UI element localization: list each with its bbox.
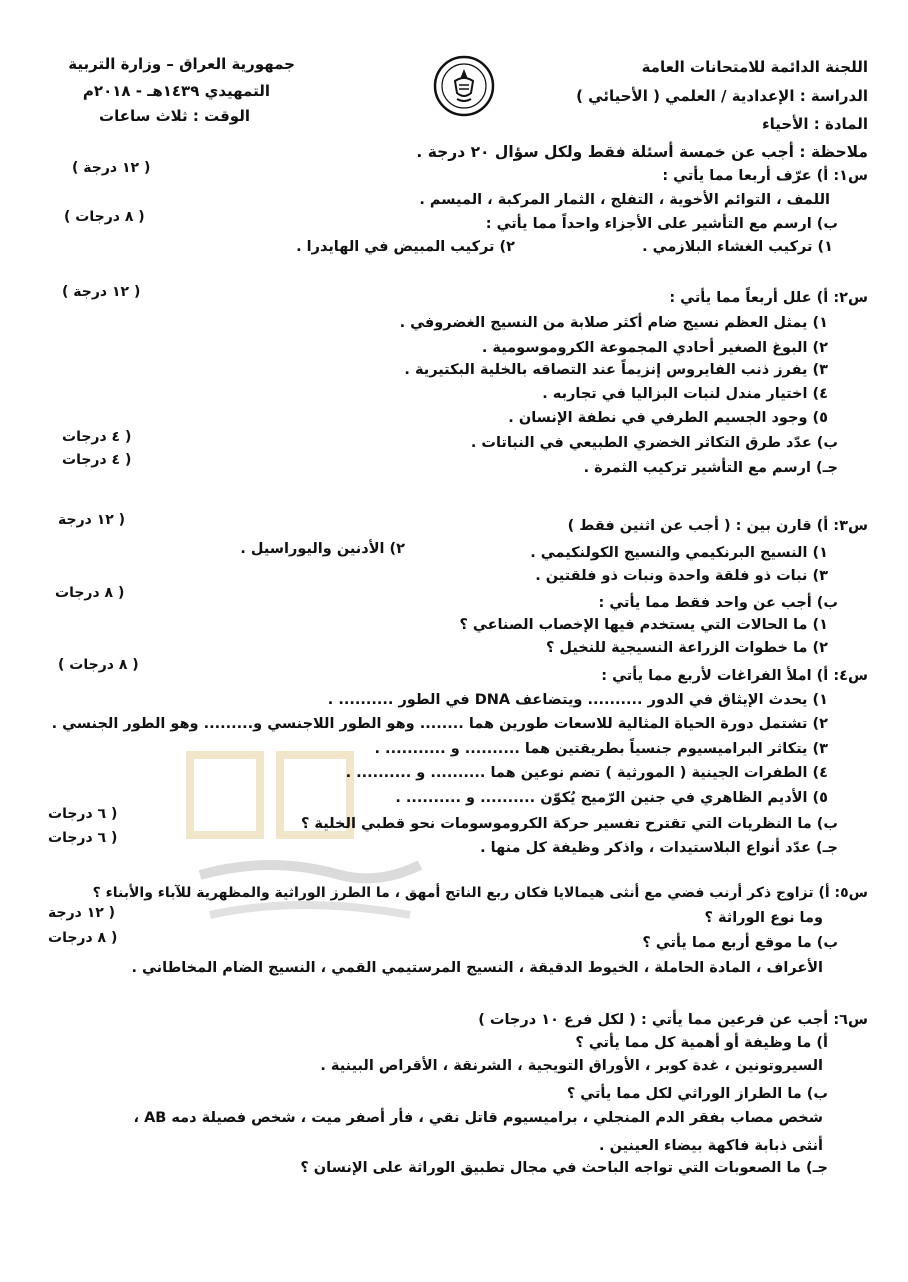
q3-b2: ٢) ما خطوات الزراعة النسيجية للنخيل ؟ (545, 640, 828, 656)
q1-b-degree: ( ٨ درجات ) (64, 209, 145, 225)
q5-b-degree: ( ٨ درجات (48, 930, 118, 946)
study-branch: الدراسة : الإعدادية / العلمي ( الأحيائي ) (576, 87, 868, 105)
q6-b-line2: أنثى ذبابة فاكهة بيضاء العينين . (599, 1138, 823, 1154)
q5-b: ب) ما موقع أربع مما يأتي ؟ (642, 935, 838, 951)
q6-b: ب) ما الطراز الوراثي لكل مما يأتي ؟ (566, 1086, 828, 1102)
q6-c: جـ) ما الصعوبات التي تواجه الباحث في مجال تطبيق الوراثة على الإنسان ؟ (300, 1160, 828, 1176)
q1-a-degree: ( ١٢ درجة ) (72, 160, 151, 176)
q6-a-items: السيروتونين ، غدة كوبر ، الأوراق التويجية ، الشرنقة ، الأقراص البينية . (320, 1058, 823, 1074)
q3-b: ب) أجب عن واحد فقط مما يأتي : (598, 595, 838, 611)
q4-b: ب) ما النظريات التي تقترح تفسير حركة الكروموسومات نحو قطبي الخلية ؟ (300, 816, 838, 832)
q2-a-degree: ( ١٢ درجة ) (62, 284, 141, 300)
q4-c-degree: ( ٦ درجات (48, 830, 118, 846)
committee-title: اللجنة الدائمة للامتحانات العامة (641, 58, 868, 76)
q4-item-5: ٥) الأديم الظاهري في جنين الرّميح يُكوّن .......... و .......... . (395, 790, 828, 806)
q4-c: جـ) عدّد أنواع البلاستيدات ، واذكر وظيفة كل منها . (480, 840, 838, 856)
q4-item-2: ٢) تشتمل دورة الحياة المثالية للاسعات طورين هما ........ وهو الطور اللاجنسي و......... وهو الطور الجنسي . (51, 716, 828, 732)
q6-head: س٦: أجب عن فرعين مما يأتي : ( لكل فرع ١٠ درجات ) (478, 1012, 868, 1028)
q1-b: ب) ارسم مع التأشير على الأجزاء واحداً مما يأتي : (485, 216, 838, 232)
ministry-title: جمهورية العراق – وزارة التربية (68, 55, 295, 73)
exam-duration: الوقت : ثلاث ساعات (99, 107, 250, 125)
q4-item-3: ٣) يتكاثر البراميسيوم جنسياً بطريقتين هما .......... و ........... . (374, 741, 828, 757)
q4-b-degree: ( ٦ درجات (48, 806, 118, 822)
q2-c-degree: ( ٤ درجات (62, 452, 132, 468)
iraq-emblem-seal (433, 55, 495, 117)
exam-note: ملاحظة : أجب عن خمسة أسئلة فقط ولكل سؤال ٢٠ درجة . (416, 143, 868, 161)
q2-b-degree: ( ٤ درجات (62, 429, 132, 445)
q5-b-items: الأعراف ، المادة الحاملة ، الخيوط الدقيقة ، النسيج المرستيمي القمي ، النسيج الضام المخاطاني . (131, 960, 823, 976)
subject: المادة : الأحياء (761, 115, 868, 133)
q6-a: أ) ما وظيفة أو أهمية كل مما يأتي ؟ (575, 1035, 828, 1051)
q4-item-4: ٤) الطفرات الجينية ( المورثية ) تضم نوعين هما .......... و .......... . (345, 765, 828, 781)
q5-a: س٥: أ) تزاوج ذكر أرنب فضي مع أنثى هيمالايا فكان ربع الناتج أمهق ، ما الطرز الوراثية والمظهرية للآباء والأبناء ؟ (92, 885, 868, 901)
q1-b1: ١) تركيب الغشاء البلازمي . (642, 239, 833, 255)
q2-item-5: ٥) وجود الجسيم الطرفي في نطفة الإنسان . (508, 410, 828, 426)
q4-item-1: ١) يحدث الإيثاق في الدور .......... ويتضاعف DNA في الطور .......... . (327, 692, 828, 708)
q2-c: جـ) ارسم مع التأشير تركيب الثمرة . (583, 460, 838, 476)
q2-item-1: ١) يمثل العظم نسيج ضام أكثر صلابة من النسيج الغضروفي . (399, 315, 828, 331)
q3-b-degree: ( ٨ درجات (55, 585, 125, 601)
q1-a-items: اللمف ، التوائم الأخوية ، التفلج ، الثمار المركبة ، الميسم . (419, 192, 830, 208)
q3-a: س٣: أ) قارن بين : ( أجب عن اثنين فقط ) (567, 518, 868, 534)
q3-a-degree: ( ١٢ درجة (58, 512, 126, 528)
q5-a2: وما نوع الوراثة ؟ (704, 910, 823, 926)
q2-a: س٢: أ) علل أربعاً مما يأتي : (669, 290, 868, 306)
q2-item-2: ٢) البوغ الصغير أحادي المجموعة الكروموسومية . (481, 340, 828, 356)
q6-b-line1: شخص مصاب بفقر الدم المنجلي ، براميسيوم قاتل نقي ، فأر أصفر ميت ، شخص فصيلة دمه AB ، (133, 1110, 823, 1126)
exam-date: التمهيدي ١٤٣٩هـ - ٢٠١٨م (82, 82, 270, 100)
q2-item-4: ٤) اختيار مندل لنبات البزاليا في تجاربه . (542, 386, 828, 402)
q1-b2: ٢) تركيب المبيض في الهايدرا . (296, 239, 515, 255)
q2-b: ب) عدّد طرق التكاثر الخضري الطبيعي في النباتات . (470, 435, 838, 451)
q3-a1: ١) النسيج البرنكيمي والنسيج الكولنكيمي . (530, 545, 828, 561)
q3-a3: ٣) نبات ذو فلقة واحدة ونبات ذو فلقتين . (535, 568, 828, 584)
q3-a2: ٢) الأدنين واليوراسيل . (240, 541, 405, 557)
q5-a-degree: ( ١٢ درجة (48, 905, 116, 921)
q4-a: س٤: أ) املأ الفراغات لأربع مما يأتي : (601, 668, 868, 684)
q2-item-3: ٣) يفرز ذنب الفايروس إنزيماً عند التصاقه بالخلية البكتيرية . (404, 362, 828, 378)
q4-a-degree: ( ٨ درجات ) (58, 657, 139, 673)
q1-a: س١: أ) عرّف أربعا مما يأتي : (662, 168, 868, 184)
q3-b1: ١) ما الحالات التي يستخدم فيها الإخصاب الصناعي ؟ (459, 617, 828, 633)
